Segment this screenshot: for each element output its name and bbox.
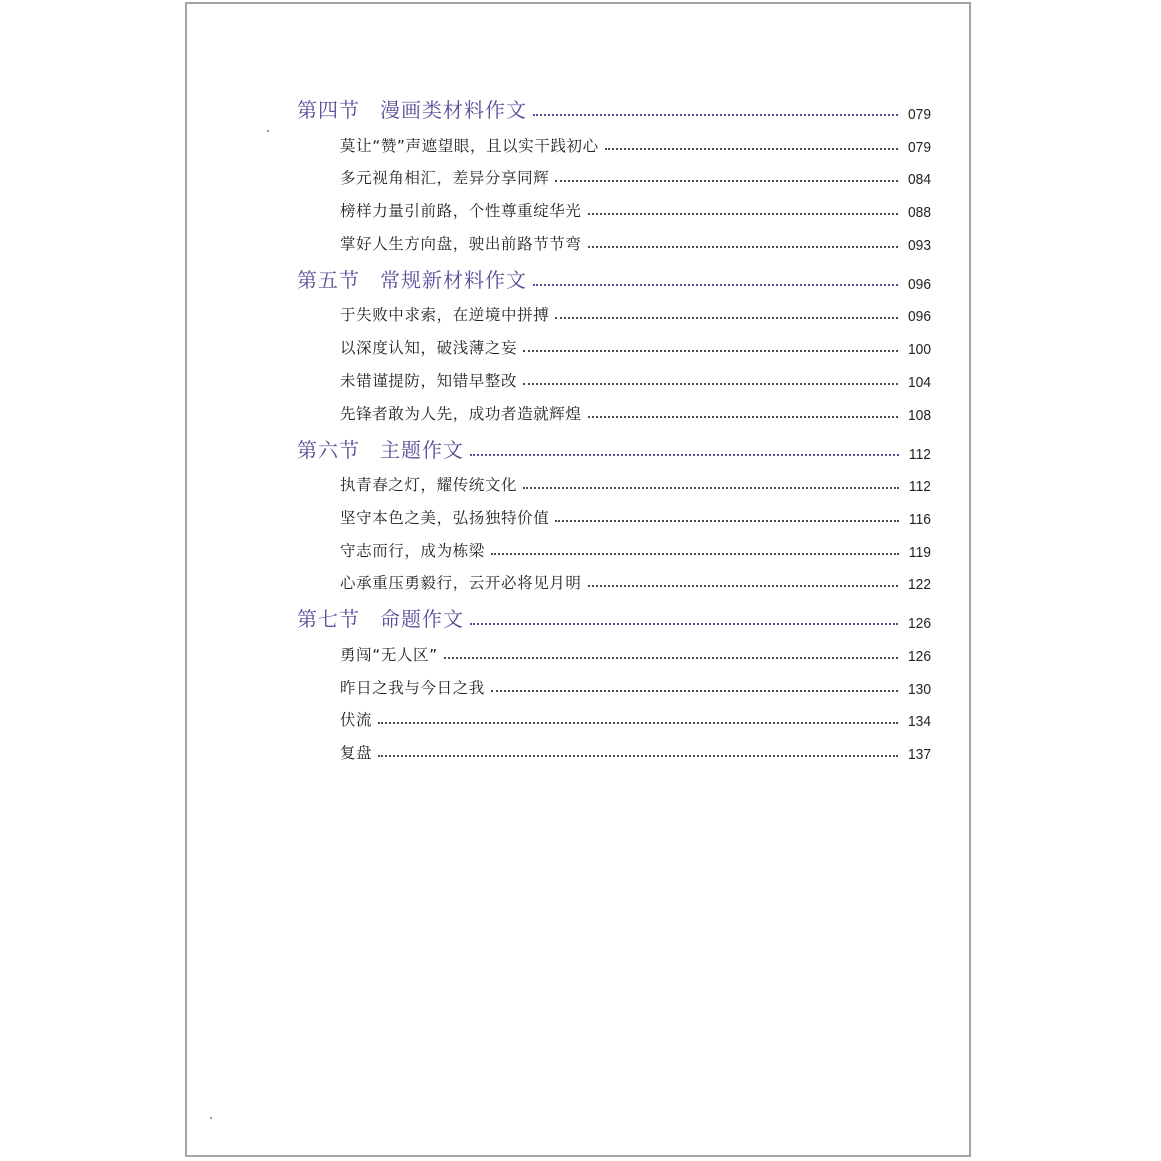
toc-entry[interactable] — [297, 665, 931, 698]
entry-title: 先锋者敢为人先，成功者造就辉煌 — [340, 404, 582, 423]
toc-entry[interactable] — [297, 463, 931, 496]
page-number: 130 — [907, 680, 931, 698]
page-number: 137 — [907, 746, 931, 763]
entry-title: 复盘 — [340, 744, 373, 762]
dot-leader — [588, 416, 898, 418]
scan-speck — [210, 1117, 212, 1119]
toc-entry[interactable] — [297, 632, 931, 665]
page-number: 119 — [908, 543, 931, 561]
toc-entry[interactable] — [297, 561, 931, 594]
page-number: 126 — [907, 615, 931, 633]
toc-entry[interactable] — [297, 698, 931, 731]
page-number: 096 — [907, 275, 931, 293]
dot-leader — [523, 350, 898, 352]
dot-leader — [555, 520, 899, 522]
dot-leader — [470, 623, 898, 625]
section-number: 第六节 — [297, 437, 360, 462]
dot-leader — [523, 383, 898, 385]
toc-section-heading[interactable] — [297, 254, 931, 293]
dot-leader — [555, 317, 898, 319]
table-of-contents — [297, 84, 931, 763]
dot-leader — [588, 585, 898, 587]
page-number: 079 — [907, 138, 931, 156]
section-number: 第七节 — [297, 607, 360, 632]
toc-entry[interactable] — [297, 325, 931, 358]
toc-entry[interactable] — [297, 221, 931, 254]
toc-entry[interactable] — [297, 495, 931, 528]
toc-entry[interactable] — [297, 730, 931, 763]
entry-title: 未错谨提防，知错早整改 — [340, 371, 518, 390]
entry-title: 多元视角相汇，差异分享同辉 — [340, 169, 550, 188]
dot-leader — [588, 246, 898, 248]
dot-leader — [533, 284, 898, 286]
toc-entry[interactable] — [297, 358, 931, 391]
section-title: 漫画类材料作文 — [380, 98, 527, 122]
dot-leader — [470, 454, 899, 456]
page-number: 096 — [907, 308, 931, 326]
page-number: 093 — [907, 236, 931, 254]
dot-leader — [378, 755, 898, 757]
page-number: 104 — [907, 373, 931, 391]
dot-leader — [444, 657, 898, 659]
page-number: 112 — [908, 478, 931, 496]
page-number: 122 — [907, 576, 931, 594]
section-number: 第五节 — [297, 267, 360, 292]
entry-title: 勇闯“无人区” — [340, 645, 438, 664]
section-number: 第四节 — [297, 98, 360, 122]
toc-entry[interactable] — [297, 528, 931, 561]
page-number: 088 — [907, 204, 931, 222]
page-number: 126 — [907, 647, 931, 665]
entry-title: 掌好人生方向盘，驶出前路节节弯 — [340, 234, 582, 253]
section-title: 主题作文 — [380, 437, 464, 462]
scan-speck — [267, 130, 269, 132]
entry-title: 于失败中求索，在逆境中拼搏 — [340, 306, 550, 325]
toc-entry[interactable] — [297, 293, 931, 326]
page-number: 108 — [907, 406, 931, 424]
page-number: 116 — [908, 510, 931, 528]
toc-section-heading[interactable] — [297, 593, 931, 632]
toc-section-heading[interactable] — [297, 424, 931, 463]
page-number: 134 — [907, 713, 931, 731]
dot-leader — [523, 487, 899, 489]
dot-leader — [378, 722, 898, 724]
entry-title: 守志而行，成为栋梁 — [340, 541, 485, 560]
page-number: 112 — [908, 445, 931, 463]
entry-title: 榜样力量引前路，个性尊重绽华光 — [340, 202, 582, 221]
entry-title: 莫让“赞”声遮望眼，且以实干践初心 — [340, 136, 599, 155]
entry-title: 伏流 — [340, 711, 373, 730]
entry-title: 执青春之灯，耀传统文化 — [340, 476, 518, 495]
page-number: 084 — [907, 171, 931, 189]
toc-section-heading[interactable] — [297, 84, 931, 123]
entry-title: 昨日之我与今日之我 — [340, 678, 485, 697]
toc-entry[interactable] — [297, 188, 931, 221]
toc-entry[interactable] — [297, 391, 931, 424]
page-number: 079 — [907, 106, 931, 123]
entry-title: 心承重压勇毅行，云开必将见月明 — [340, 574, 582, 593]
dot-leader — [555, 180, 898, 182]
entry-title: 坚守本色之美，弘扬独特价值 — [340, 508, 550, 527]
dot-leader — [605, 148, 898, 150]
dot-leader — [588, 213, 898, 215]
entry-title: 以深度认知，破浅薄之妄 — [340, 339, 518, 358]
dot-leader — [491, 690, 898, 692]
section-title: 常规新材料作文 — [380, 267, 527, 292]
dot-leader — [491, 553, 899, 555]
page-number: 100 — [907, 341, 931, 359]
toc-entry[interactable] — [297, 123, 931, 156]
dot-leader — [533, 114, 898, 116]
section-title: 命题作文 — [380, 607, 464, 632]
toc-entry[interactable] — [297, 156, 931, 189]
